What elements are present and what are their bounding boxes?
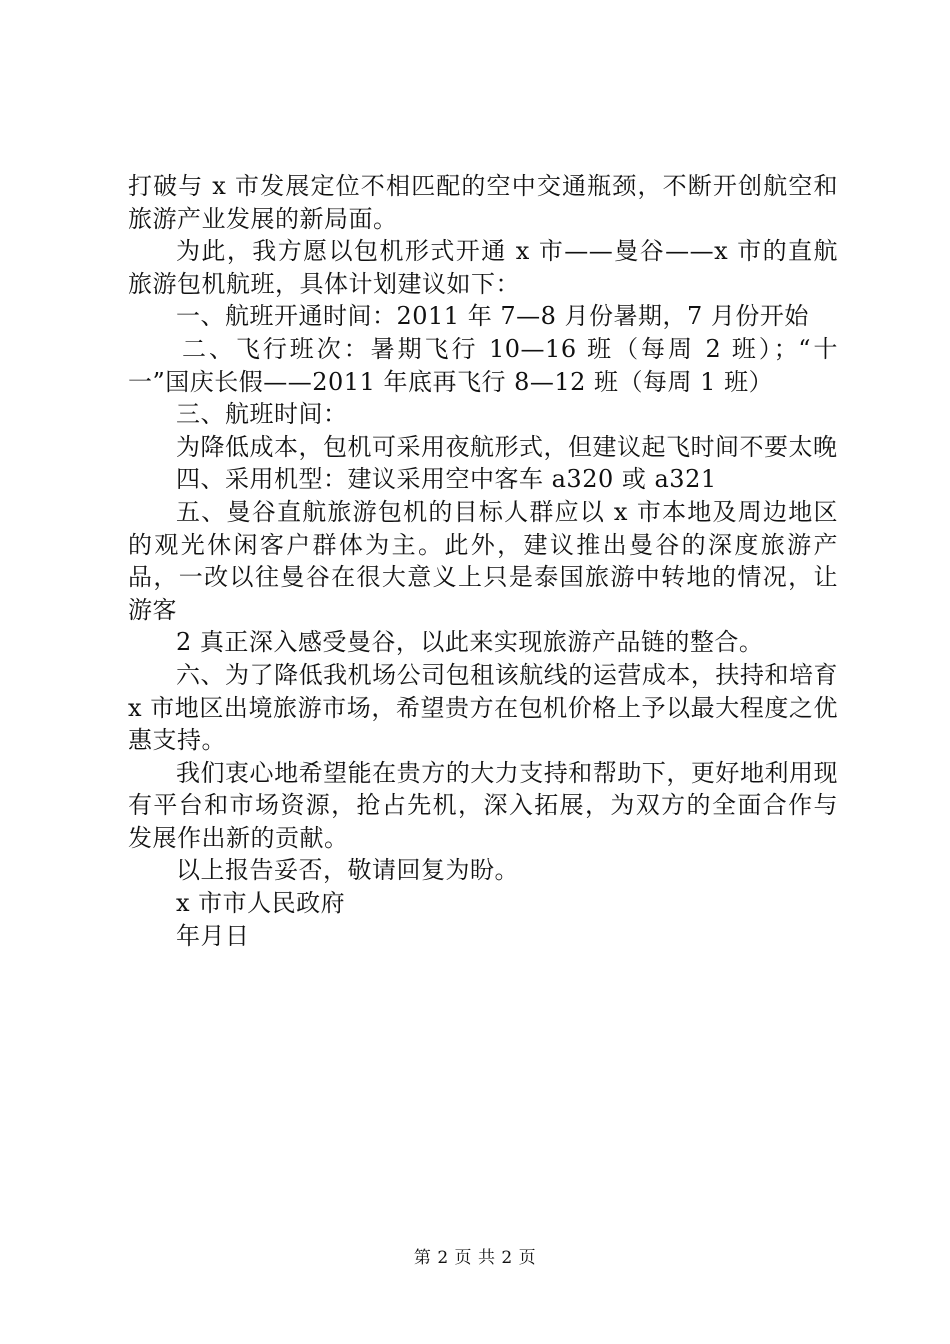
paragraph-request: 以上报告妥否，敬请回复为盼。 (176, 856, 519, 885)
paragraph-item-1: 一、航班开通时间：2011 年 7—8 月份暑期，7 月份开始 (176, 302, 809, 331)
paragraph-item-3: 三、航班时间： (176, 400, 348, 429)
signature-date: 年月日 (176, 921, 250, 950)
paragraph-item-2: 二、飞行班次：暑期飞行 10—16 班（每周 2 班）；“十一”国庆长假——2011 年底再飞行 8—12 班（每周 1 班） (128, 334, 838, 396)
paragraph-closing: 我们衷心地希望能在贵方的大力支持和帮助下，更好地利用现有平台和市场资源，抢占先机，深入拓展，为双方的全面合作与发展作出新的贡献。 (128, 758, 838, 852)
signature-organization: x 市市人民政府 (176, 889, 346, 918)
paragraph-item-6: 六、为了降低我机场公司包租该航线的运营成本，扶持和培育 x 市地区出境旅游市场，希望贵方在包机价格上予以最大程度之优惠支持。 (128, 660, 838, 755)
paragraph-continuation: 打破与 x 市发展定位不相匹配的空中交通瓶颈，不断开创航空和旅游产业发展的新局面。 (128, 172, 838, 233)
paragraph-intro: 为此，我方愿以包机形式开通 x 市——曼谷——x 市的直航旅游包机航班，具体计划建议如下： (128, 237, 838, 298)
paragraph-item-5-continued: 2 真正深入感受曼谷，以此来实现旅游产品链的整合。 (176, 628, 764, 657)
paragraph-item-4: 四、采用机型：建议采用空中客车 a320 或 a321 (176, 465, 717, 494)
paragraph-item-3-detail: 为降低成本，包机可采用夜航形式，但建议起飞时间不要太晚 (176, 432, 838, 461)
paragraph-item-5: 五、曼谷直航旅游包机的目标人群应以 x 市本地及周边地区的观光休闲客户群体为主。此外，建议推出曼谷的深度旅游产品，一改以往曼谷在很大意义上只是泰国旅游中转地的情况，让游客 (128, 497, 838, 624)
page-footer: 第 2 页 共 2 页 (413, 1248, 537, 1268)
document-body (128, 170, 838, 952)
